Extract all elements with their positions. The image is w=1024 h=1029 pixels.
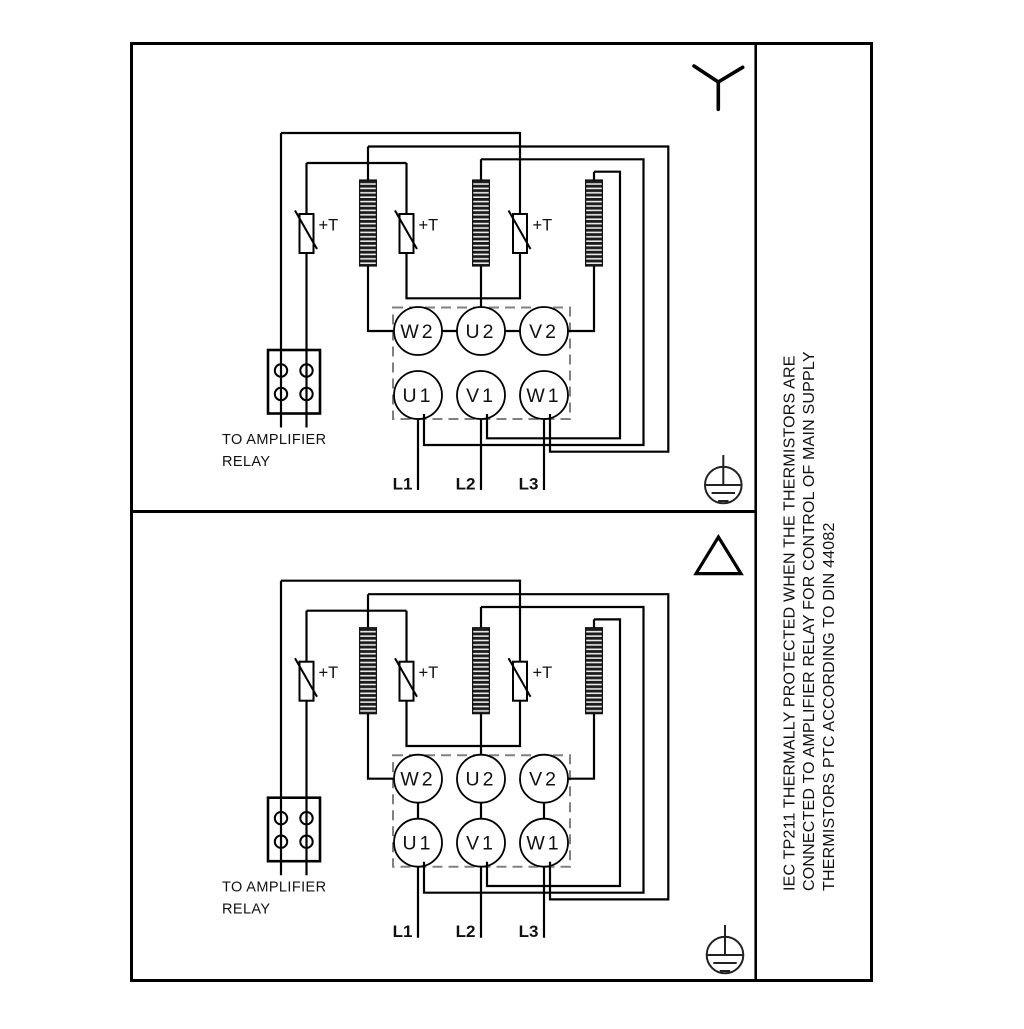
thermistor-label: +T <box>418 216 439 235</box>
thermistor-label: +T <box>532 664 553 683</box>
side-note-line-1: IEC TP211 THERMALLY PROTECTED WHEN THE THERMISTORS ARE <box>781 355 799 891</box>
terminal-label-u1: U1 <box>402 832 434 855</box>
side-note-line-2: CONNECTED TO AMPLIFIER RELAY FOR CONTROL OF MAIN SUPPLY <box>801 351 819 891</box>
phase-label-l3: L3 <box>518 922 539 942</box>
terminal-label-v1: V1 <box>466 385 496 407</box>
ground-icon <box>707 925 744 973</box>
phase-label-l2: L2 <box>455 474 476 494</box>
terminal-label-u2: U2 <box>465 768 497 791</box>
terminal-label-w1: W1 <box>526 832 562 855</box>
side-note <box>781 351 837 891</box>
ground-icon <box>705 455 742 503</box>
panel-star <box>222 66 743 503</box>
phase-label-l1: L1 <box>392 474 413 494</box>
star-icon <box>694 66 743 109</box>
terminal-label-w1: W1 <box>526 385 562 407</box>
thermistor-label: +T <box>318 664 339 683</box>
terminal-label-v2: V2 <box>529 321 559 343</box>
side-note-line-3: THERMISTORS PTC ACCORDING TO DIN 44082 <box>820 522 838 891</box>
terminal-label-v2: V2 <box>529 768 559 791</box>
relay-note-line-2: RELAY <box>222 901 271 918</box>
relay-note-line-1: TO AMPLIFIER <box>222 879 327 896</box>
phase-label-l2: L2 <box>455 922 476 942</box>
relay-note-line-1: TO AMPLIFIER <box>222 432 327 448</box>
thermistor-label: +T <box>318 216 339 235</box>
terminal-label-u1: U1 <box>402 385 434 407</box>
terminal-label-w2: W2 <box>400 768 436 791</box>
terminal-label-u2: U2 <box>465 321 497 343</box>
terminal-label-v1: V1 <box>466 832 496 855</box>
phase-label-l3: L3 <box>518 474 539 494</box>
thermistor-label: +T <box>532 216 553 235</box>
thermistor-label: +T <box>418 664 439 683</box>
panel-delta <box>222 537 743 973</box>
terminal-label-w2: W2 <box>400 321 436 343</box>
relay-note-line-2: RELAY <box>222 454 271 470</box>
delta-icon <box>696 537 741 574</box>
phase-label-l1: L1 <box>392 922 413 942</box>
delta-bridge-links <box>418 803 544 819</box>
